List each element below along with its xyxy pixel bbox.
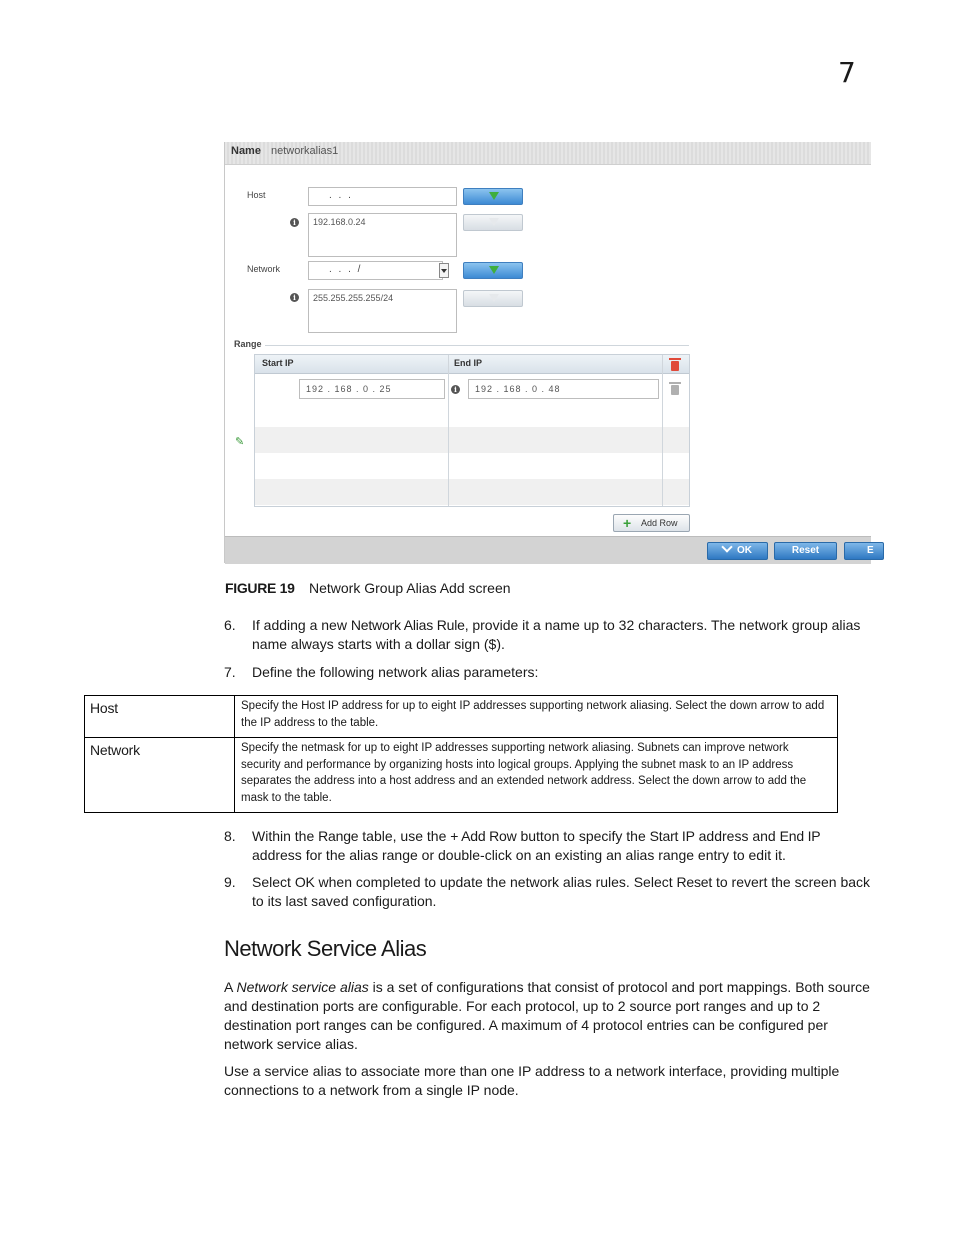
info-icon: i [290,218,299,227]
arrow-down-icon [489,266,499,274]
reset-button[interactable]: Reset [774,542,837,560]
delete-all-trash-icon[interactable] [671,361,679,371]
range-divider [265,345,689,346]
host-list-item[interactable]: 192.168.0.24 [313,217,366,227]
param-description: Specify the Host IP address for up to eight IP addresses supporting network aliasing. Select the down arrow to add the IP address to the table. [235,696,838,738]
figure-caption [225,580,511,596]
network-ip-input[interactable]: . . . / [308,261,443,280]
arrow-down-icon [489,294,499,302]
network-group-alias-screenshot [224,142,874,563]
paragraph: A Network service alias is a set of configurations that consist of protocol and port mappings. Both source and destination ports are configurable. For each protocol, up to 2 source port ranges and up to 2 destination port ranges can be configured. A maximum of 4 protocol entries can be configured per network service alias. [224,979,870,1052]
param-description: Specify the netmask for up to eight IP addresses supporting network aliasing. Subnets can improve network security and performance by organizing hosts into logical groups. Applying the subnet mask to an IP address separates the address into a host address and an extended network address. Select the down arrow to add the mask to the table. [235,738,838,813]
table-row [85,738,838,813]
host-label: Host [247,190,266,200]
range-table [254,354,690,507]
add-row-button[interactable]: + Add Row [613,514,690,532]
plus-icon: + [623,515,632,531]
arrow-down-icon [489,218,499,226]
range-label: Range [234,339,262,349]
info-icon: i [290,293,299,302]
network-list[interactable] [308,289,457,333]
edit-pencil-icon: ✎ [235,436,245,448]
arrow-down-icon [489,192,499,200]
parameters-table [84,695,838,813]
host-remove-button[interactable] [463,214,523,231]
name-label: Name [231,145,261,157]
host-ip-input[interactable]: . . . [308,187,457,206]
param-term: Network [85,738,235,813]
delete-row-trash-icon[interactable] [671,385,679,395]
end-ip-header[interactable]: End IP [454,358,483,368]
name-value: networkalias1 [271,145,339,157]
param-term: Host [85,696,235,738]
ok-button[interactable]: OK [707,542,768,560]
table-row [255,427,689,453]
figure-title: Network Group Alias Add screen [309,580,511,596]
network-add-button[interactable] [463,262,523,279]
start-ip-header[interactable]: Start IP [262,358,294,368]
figure-label: FIGURE 19 [225,580,295,596]
network-list-item[interactable]: 255.255.255.255/24 [313,293,394,303]
check-icon [721,541,732,552]
section-heading: Network Service Alias [224,936,427,961]
info-icon: i [451,385,460,394]
network-mask-dropdown[interactable] [439,263,449,278]
host-list[interactable] [308,213,457,257]
network-label: Network [247,264,281,274]
start-ip-input[interactable]: 192 . 168 . 0 . 25 [299,379,445,399]
end-ip-input[interactable]: 192 . 168 . 0 . 48 [468,379,659,399]
network-remove-button[interactable] [463,290,523,307]
table-row [255,479,689,505]
paragraph: Use a service alias to associate more than one IP address to a network interface, providing multiple connections to a network from a single IP node. [224,1063,840,1098]
range-table-header [255,355,689,374]
name-header-bar [225,142,871,165]
chapter-number: 7 [838,56,856,89]
footer-bar [225,536,874,564]
host-add-button[interactable] [463,188,523,205]
table-row [85,696,838,738]
exit-button[interactable]: E [844,542,884,560]
